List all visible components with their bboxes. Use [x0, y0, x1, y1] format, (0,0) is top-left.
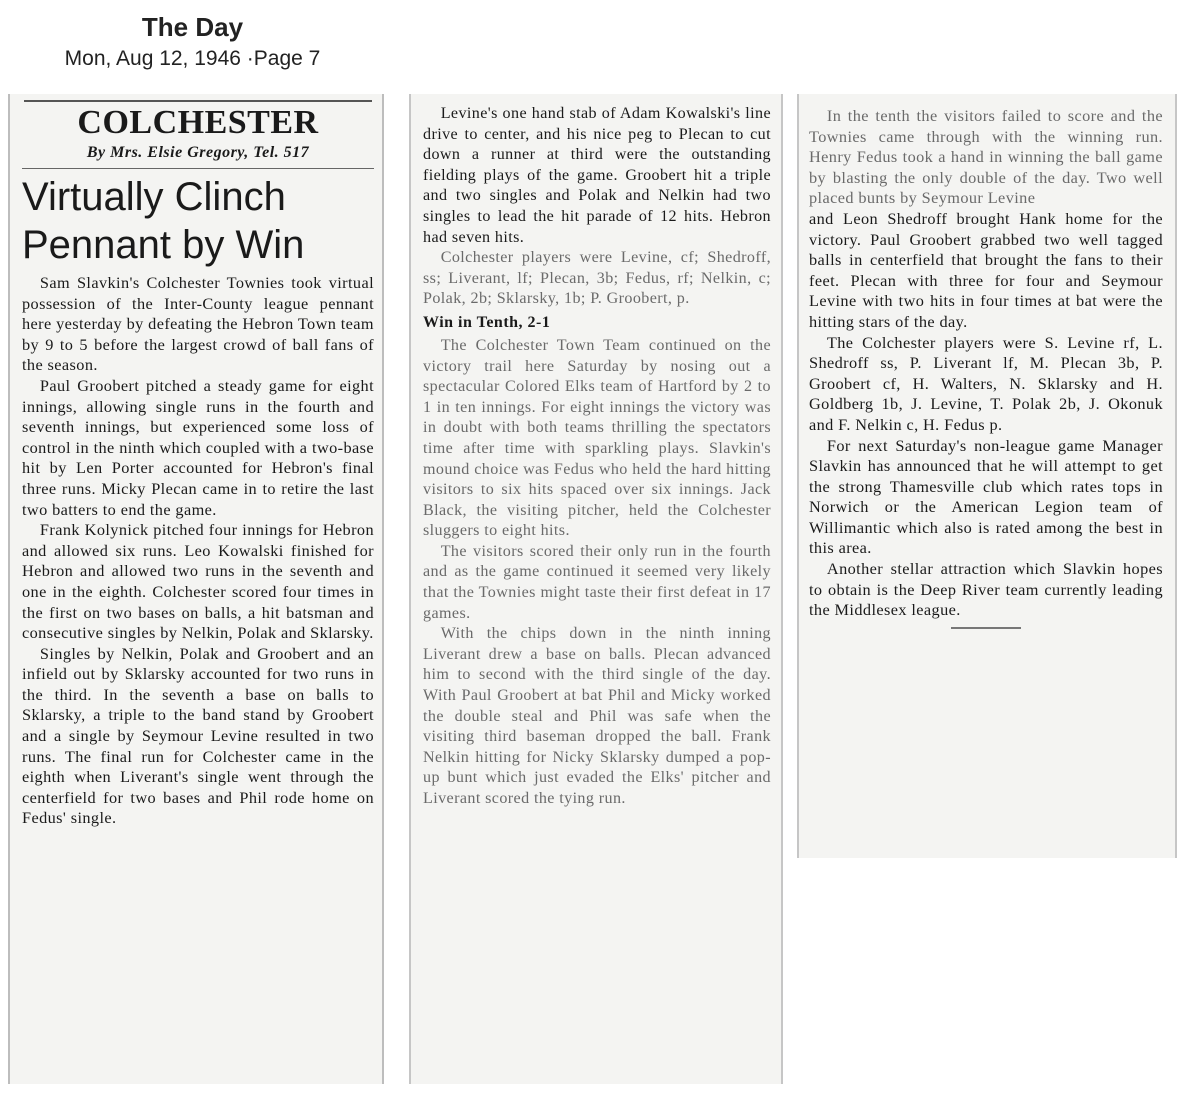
headline-line-1: Virtually Clinch — [22, 175, 286, 219]
subheading: Win in Tenth, 2-1 — [423, 313, 551, 331]
end-rule — [951, 627, 1021, 629]
publication-date: Mon, Aug 12, 1946 ·Page 7 — [64, 47, 321, 70]
paragraph: Another stellar attraction which Slavkin hopes to obtain is the Deep River team currently leading the Middlesex league. — [809, 559, 1163, 620]
paragraph: Singles by Nelkin, Polak and Groobert and an infield out by Sklarsky accounted for two runs in the third. In the seventh a base on balls to Sklarsky, a triple to the band stand by Groobert and a single by Seymour Levine resulted in two runs. The final run for Colchester came in the eighth when Liverant's single went through the centerfield for two bases and Phil rode home on Fedus' single. — [22, 643, 374, 828]
article-column-2 — [409, 94, 783, 1084]
article-column-3 — [797, 94, 1177, 858]
paragraph: The Colchester Town Team continued on the victory trail here Saturday by nosing out a spectacular Colored Elks team of Hartford by 2 to 1 in ten innings. For eight innings the victory was in doubt with both teams thrilling the spectators time after time with sparkling plays. Slavkin's mound choice was Fedus who held the hard hitting visitors to six hits spaced over six innings. Jack Black, the visiting pitcher, held the Colchester sluggers to eight hits. — [423, 336, 771, 540]
paragraph: In the tenth the visitors failed to score and the Townies came through with the winning run. Henry Fedus took a hand in winning the ball game by blasting the only double of the day. Two well placed bunts by Seymour Levine — [809, 106, 1163, 208]
section-title: COLCHESTER — [77, 104, 319, 141]
paragraph: Frank Kolynick pitched four innings for Hebron and allowed six runs. Leo Kowalski finished for Hebron and allowed two runs in the seventh and one in the eighth. Colchester scored four times in the first on two bases on balls, a hit batsman and consecutive singles by Nelkin, Polak and Sklarsky. — [22, 520, 374, 643]
page-header — [0, 10, 385, 74]
paragraph: The visitors scored their only run in the fourth and as the game continued it seemed very likely that the Townies might taste their first defeat in 17 games. — [423, 542, 771, 622]
publication-title: The Day — [141, 12, 244, 42]
paragraph: Levine's one hand stab of Adam Kowalski's line drive to center, and his nice peg to Plecan to cut down a runner at third were the outstanding fielding plays of the game. Groobert hit a triple and two singles and Polak and Nelkin had two singles to lead the hit parade of 12 hits. Hebron had seven hits. — [423, 105, 771, 246]
article-column-1 — [8, 94, 384, 1084]
paragraph: Sam Slavkin's Colchester Townies took virtual possession of the Inter-County league pennant here yesterday by defeating the Hebron Town team by 9 to 5 before the largest crowd of ball fans of the season. — [22, 273, 374, 375]
paragraph: With the chips down in the ninth inning Liverant drew a base on balls. Plecan advanced him to second with the third single of the day. With Paul Groobert at bat Phil and Micky worked the double steal and Phil was safe when the visiting third baseman dropped the ball. Frank Nelkin hitting for Nicky Sklarsky dumped a pop-up bunt which just evaded the Elks' pitcher and Liverant scored the tying run. — [423, 625, 771, 807]
paragraph: and Leon Shedroff brought Hank home for the victory. Paul Groobert grabbed two well tagged balls in centerfield that brought the fans to their feet. Plecan with three for four and Seymour Levine with two hits in four times at bat were the hitting stars of the day. — [809, 208, 1163, 331]
paragraph: The Colchester players were S. Levine rf, L. Shedroff ss, P. Liverant lf, M. Plecan 3b, P. Groobert cf, H. Walters, N. Sklarsky and H. Goldberg 1b, J. Levine, T. Polak 2b, J. Okonuk and F. Nelkin c, H. Fedus p. — [809, 332, 1163, 434]
top-rule — [24, 100, 372, 102]
paragraph: For next Saturday's non-league game Manager Slavkin has announced that he will attempt to get the strong Thamesville club which rates tops in Norwich or the American Legion team of Willimantic which also is rated among the best in this area. — [809, 435, 1163, 558]
headline-line-2: Pennant by Win — [22, 223, 305, 267]
headline — [22, 173, 374, 269]
paragraph: Colchester players were Levine, cf; Shedroff, ss; Liverant, lf; Plecan, 3b; Fedus, rf; Nelkin, c; Polak, 2b; Sklarsky, 1b; P. Groobert, p. — [423, 249, 771, 308]
byline: By Mrs. Elsie Gregory, Tel. 517 — [22, 142, 374, 169]
paragraph: Paul Groobert pitched a steady game for eight innings, allowing single runs in the fourth and seventh innings, but experienced some loss of control in the ninth which coupled with a two-base hit by Len Porter accounted for Hebron's final three runs. Micky Plecan came in to retire the last two batters to end the game. — [22, 375, 374, 519]
